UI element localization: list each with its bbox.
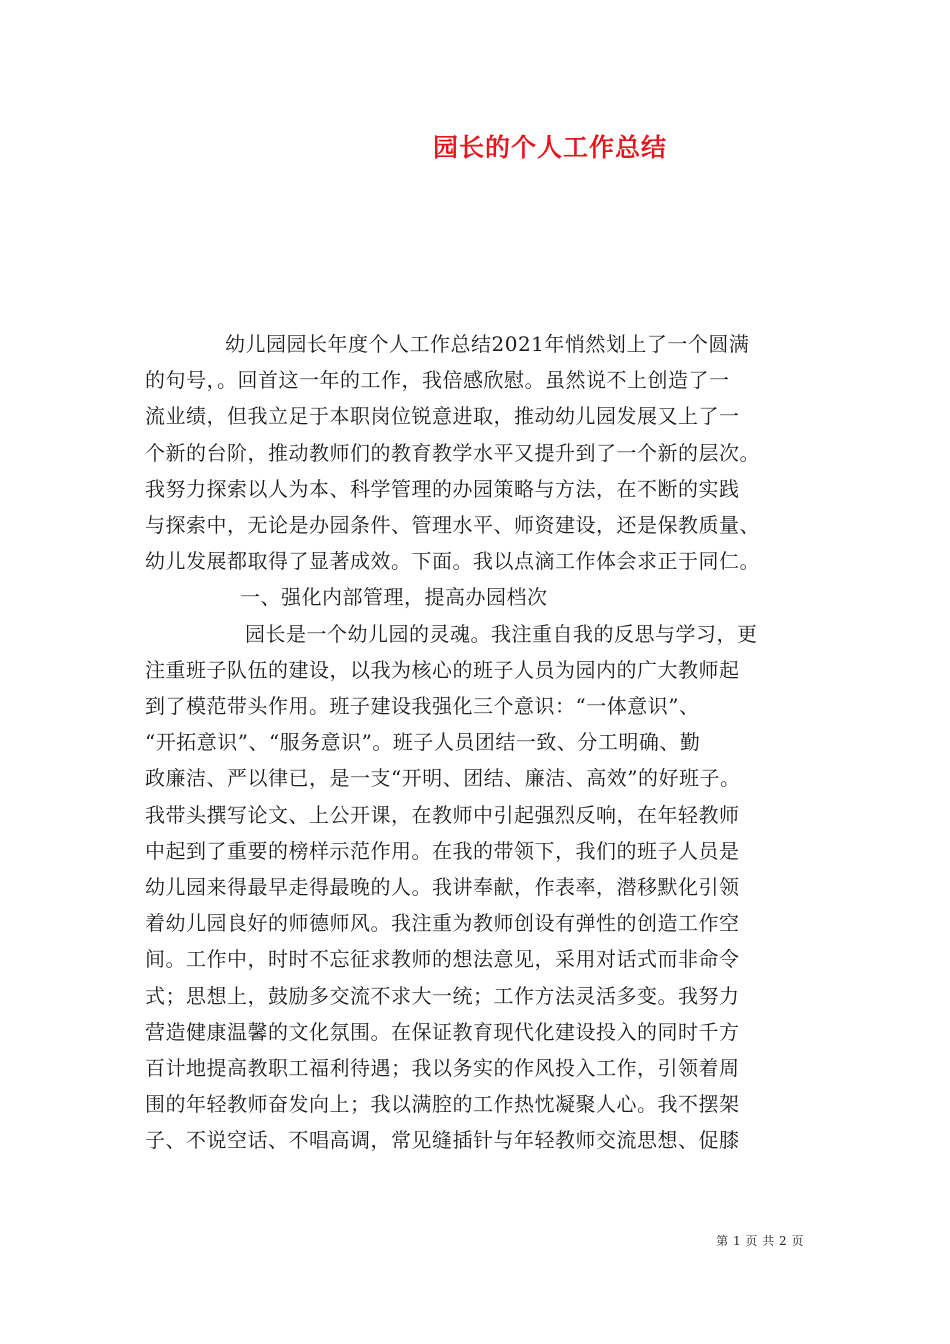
page-number-footer: 第 1 页 共 2 页 [716, 1234, 804, 1248]
section-heading: 一、强化内部管理，提高办园档次 [240, 585, 548, 610]
document-body [145, 326, 825, 1159]
document-title: 园长的个人工作总结 [432, 133, 667, 162]
section-paragraph: 园长是一个幼儿园的灵魂。我注重自我的反思与学习，更 注重班子队伍的建设，以我为核心的班子人员为园内的广大教师起 到了模范带头作用。班子建设我强化三个意识：“一体意识”、 “开拓意识”、“服务意识”。班子人员团结一致、分工明确、勤 政廉洁、严以律已，是一支“开明、团结、廉洁、高效”的好班子。 我带头撰写论文、上公开课，在教师中引起强烈反响，在年轻教师 中起到了重要的榜样示范作用。在我的带领下，我们的班子人员是 幼儿园来得最早走得最晚的人。我讲奉献，作表率，潜移默化引领 着幼儿园良好的师德师风。我注重为教师创设有弹性的创造工作空 间。工作中，时时不忘征求教师的想法意见，采用对话式而非命令 式；思想上，鼓励多交流不求大一统；工作方法灵活多变。我努力 营造健康温馨的文化氛围。在保证教育现代化建设投入的同时千方 百计地提高教职工福利待遇；我以务实的作风投入工作，引领着周 围的年轻教师奋发向上；我以满腔的工作热忱凝聚人心。我不摆架 子、不说空话、不唱高调，常见缝插针与年轻教师交流思想、促膝 [145, 621, 758, 1153]
intro-paragraph: 幼儿园园长年度个人工作总结2021年悄然划上了一个圆满 的句号，。回首这一年的工作，我倍感欣慰。虽然说不上创造了一 流业绩，但我立足于本职岗位锐意进取，推动幼儿园发展又上了一 个新的台阶，推动教师们的教育教学水平又提升到了一个新的层次。 我努力探索以人为本、科学管理的办园策略与方法，在不断的实践 与探索中，无论是办园条件、管理水平、师资建设，还是保教质量、 幼儿发展都取得了显著成效。下面。我以点滴工作体会求正于同仁。 [145, 332, 760, 574]
